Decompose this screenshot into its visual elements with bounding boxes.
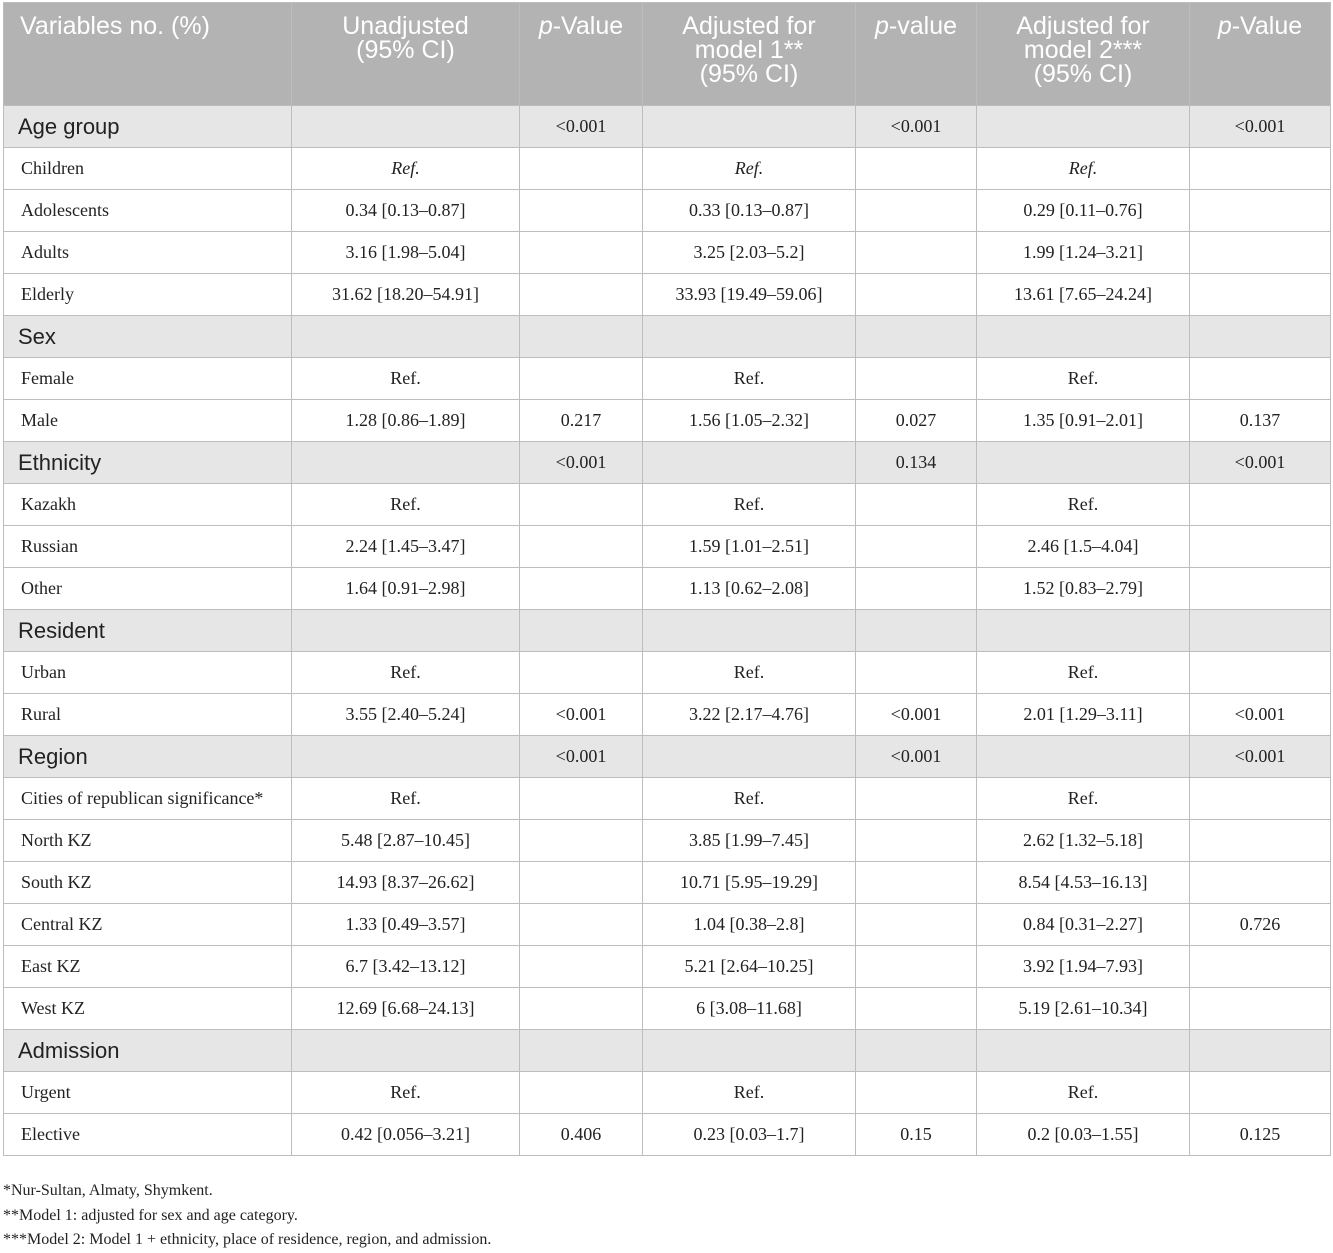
cell-p-value-3 [1190,1072,1331,1114]
cell-adjusted-model-1: Ref. [643,484,856,526]
table-row [4,988,1331,1030]
header-adjusted-model-1: Adjusted for model 1** (95% CI) [643,3,856,106]
cell-adjusted-model-1 [643,442,856,484]
cell-adjusted-model-1: Ref. [643,148,856,190]
cell-p-value-1 [520,904,643,946]
cell-p-value-2 [856,988,977,1030]
cell-adjusted-model-1: 1.04 [0.38–2.8] [643,904,856,946]
table-row [4,862,1331,904]
cell-variable: Elderly [4,274,292,316]
footnote-1: *Nur-Sultan, Almaty, Shymkent. [3,1182,213,1199]
cell-unadjusted: 6.7 [3.42–13.12] [292,946,520,988]
cell-p-value-3: 0.125 [1190,1114,1331,1156]
cell-p-value-3: <0.001 [1190,442,1331,484]
table-row [4,400,1331,442]
cell-adjusted-model-2: 0.29 [0.11–0.76] [977,190,1190,232]
cell-adjusted-model-2: 1.99 [1.24–3.21] [977,232,1190,274]
cell-variable: Cities of republican significance* [4,778,292,820]
cell-adjusted-model-2: 8.54 [4.53–16.13] [977,862,1190,904]
cell-p-value-3 [1190,274,1331,316]
cell-unadjusted: 0.34 [0.13–0.87] [292,190,520,232]
cell-p-value-3 [1190,148,1331,190]
cell-p-value-2 [856,1072,977,1114]
table-row [4,946,1331,988]
cell-p-value-2 [856,232,977,274]
cell-p-value-1: <0.001 [520,694,643,736]
cell-adjusted-model-1 [643,736,856,778]
cell-p-value-3 [1190,190,1331,232]
table-row [4,820,1331,862]
cell-p-value-1 [520,1072,643,1114]
cell-p-value-1 [520,988,643,1030]
cell-adjusted-model-2 [977,316,1190,358]
cell-p-value-1: <0.001 [520,736,643,778]
cell-unadjusted: 12.69 [6.68–24.13] [292,988,520,1030]
cell-variable: Adolescents [4,190,292,232]
cell-p-value-2 [856,1030,977,1072]
cell-p-value-1 [520,820,643,862]
cell-p-value-2 [856,904,977,946]
cell-p-value-3 [1190,862,1331,904]
header-variables: Variables no. (%) [4,3,292,106]
table-row [4,148,1331,190]
cell-adjusted-model-1: Ref. [643,778,856,820]
table-row [4,568,1331,610]
cell-adjusted-model-2: 0.84 [0.31–2.27] [977,904,1190,946]
cell-variable: Elective [4,1114,292,1156]
cell-adjusted-model-1: 0.23 [0.03–1.7] [643,1114,856,1156]
cell-adjusted-model-2 [977,1030,1190,1072]
cell-p-value-1 [520,862,643,904]
cell-adjusted-model-1: Ref. [643,1072,856,1114]
cell-p-value-1 [520,484,643,526]
cell-p-value-2 [856,652,977,694]
cell-p-value-1 [520,148,643,190]
cell-p-value-2 [856,274,977,316]
cell-p-value-2: <0.001 [856,106,977,148]
cell-unadjusted: Ref. [292,358,520,400]
cell-p-value-1 [520,526,643,568]
table-row [4,652,1331,694]
cell-adjusted-model-1: 3.25 [2.03–5.2] [643,232,856,274]
cell-unadjusted: 2.24 [1.45–3.47] [292,526,520,568]
header-row [4,3,1331,106]
table-row [4,526,1331,568]
header-unadjusted: Unadjusted (95% CI) [292,3,520,106]
cell-p-value-2 [856,820,977,862]
cell-adjusted-model-2: Ref. [977,778,1190,820]
group-header-row [4,610,1331,652]
cell-adjusted-model-2: 13.61 [7.65–24.24] [977,274,1190,316]
cell-variable: North KZ [4,820,292,862]
cell-unadjusted: Ref. [292,484,520,526]
cell-unadjusted [292,736,520,778]
cell-adjusted-model-2 [977,106,1190,148]
cell-p-value-1: <0.001 [520,442,643,484]
cell-unadjusted [292,610,520,652]
cell-adjusted-model-2: 3.92 [1.94–7.93] [977,946,1190,988]
table-row [4,358,1331,400]
cell-adjusted-model-1: 3.22 [2.17–4.76] [643,694,856,736]
cell-adjusted-model-1: 1.56 [1.05–2.32] [643,400,856,442]
cell-adjusted-model-2 [977,442,1190,484]
cell-p-value-3: <0.001 [1190,736,1331,778]
cell-p-value-2: <0.001 [856,694,977,736]
cell-p-value-2 [856,778,977,820]
cell-adjusted-model-1 [643,1030,856,1072]
cell-p-value-2 [856,946,977,988]
group-header-row [4,1030,1331,1072]
cell-p-value-2 [856,316,977,358]
table-row [4,694,1331,736]
table-row [4,904,1331,946]
cell-p-value-2 [856,526,977,568]
group-header-row [4,316,1331,358]
cell-p-value-1 [520,610,643,652]
cell-p-value-3 [1190,610,1331,652]
cell-adjusted-model-2: Ref. [977,484,1190,526]
cell-p-value-1 [520,946,643,988]
cell-p-value-2: 0.134 [856,442,977,484]
cell-p-value-1 [520,358,643,400]
cell-adjusted-model-1: 1.59 [1.01–2.51] [643,526,856,568]
cell-variable: Male [4,400,292,442]
cell-adjusted-model-2: 0.2 [0.03–1.55] [977,1114,1190,1156]
cell-p-value-2: <0.001 [856,736,977,778]
cell-unadjusted: 0.42 [0.056–3.21] [292,1114,520,1156]
cell-unadjusted [292,1030,520,1072]
group-header-row [4,442,1331,484]
cell-unadjusted: 3.16 [1.98–5.04] [292,232,520,274]
cell-p-value-3 [1190,778,1331,820]
cell-adjusted-model-2: 2.46 [1.5–4.04] [977,526,1190,568]
cell-p-value-3: 0.726 [1190,904,1331,946]
cell-adjusted-model-1: 5.21 [2.64–10.25] [643,946,856,988]
cell-adjusted-model-2 [977,610,1190,652]
cell-unadjusted: 14.93 [8.37–26.62] [292,862,520,904]
cell-p-value-3 [1190,316,1331,358]
header-p-value-1: p-Value [520,3,643,106]
cell-adjusted-model-2: 2.62 [1.32–5.18] [977,820,1190,862]
footnote-3: ***Model 2: Model 1 + ethnicity, place of residence, region, and admission. [3,1231,492,1248]
cell-unadjusted: Ref. [292,778,520,820]
results-table [3,2,1331,1156]
cell-p-value-3: 0.137 [1190,400,1331,442]
cell-variable: Rural [4,694,292,736]
cell-p-value-3 [1190,988,1331,1030]
cell-variable: Russian [4,526,292,568]
cell-adjusted-model-2 [977,736,1190,778]
header-adjusted-model-2: Adjusted for model 2*** (95% CI) [977,3,1190,106]
cell-adjusted-model-2: 1.52 [0.83–2.79] [977,568,1190,610]
cell-p-value-1: 0.217 [520,400,643,442]
cell-p-value-3 [1190,568,1331,610]
cell-adjusted-model-1: 6 [3.08–11.68] [643,988,856,1030]
cell-adjusted-model-1: 3.85 [1.99–7.45] [643,820,856,862]
cell-p-value-2: 0.027 [856,400,977,442]
header-p-value-3: p-Value [1190,3,1331,106]
cell-unadjusted: 1.64 [0.91–2.98] [292,568,520,610]
cell-variable: Urgent [4,1072,292,1114]
table-row [4,484,1331,526]
cell-p-value-2 [856,148,977,190]
cell-adjusted-model-2: Ref. [977,148,1190,190]
cell-adjusted-model-1 [643,106,856,148]
cell-p-value-1 [520,778,643,820]
cell-p-value-2 [856,610,977,652]
cell-p-value-2 [856,190,977,232]
group-header-row [4,736,1331,778]
cell-unadjusted: Ref. [292,1072,520,1114]
cell-p-value-2 [856,862,977,904]
cell-adjusted-model-1 [643,610,856,652]
cell-p-value-1 [520,316,643,358]
cell-p-value-1 [520,1030,643,1072]
footnote-2: **Model 1: adjusted for sex and age category. [3,1206,298,1224]
cell-unadjusted [292,442,520,484]
cell-unadjusted: 31.62 [18.20–54.91] [292,274,520,316]
cell-p-value-3: <0.001 [1190,106,1331,148]
cell-p-value-3: <0.001 [1190,694,1331,736]
cell-adjusted-model-1: 33.93 [19.49–59.06] [643,274,856,316]
cell-p-value-1: <0.001 [520,106,643,148]
cell-p-value-1: 0.406 [520,1114,643,1156]
cell-variable: Children [4,148,292,190]
cell-p-value-3 [1190,358,1331,400]
cell-variable: Adults [4,232,292,274]
cell-p-value-3 [1190,946,1331,988]
cell-variable: Other [4,568,292,610]
cell-p-value-1 [520,274,643,316]
cell-p-value-3 [1190,484,1331,526]
cell-variable: Kazakh [4,484,292,526]
cell-adjusted-model-2: Ref. [977,358,1190,400]
cell-variable: Urban [4,652,292,694]
group-header-row [4,106,1331,148]
table-row [4,232,1331,274]
cell-p-value-2: 0.15 [856,1114,977,1156]
cell-p-value-2 [856,484,977,526]
cell-variable: Region [4,736,292,778]
cell-p-value-3 [1190,820,1331,862]
cell-variable: Ethnicity [4,442,292,484]
table-row [4,778,1331,820]
cell-p-value-2 [856,358,977,400]
cell-variable: Resident [4,610,292,652]
cell-adjusted-model-2: Ref. [977,652,1190,694]
cell-variable: West KZ [4,988,292,1030]
cell-variable: Female [4,358,292,400]
cell-p-value-1 [520,190,643,232]
cell-adjusted-model-1: 0.33 [0.13–0.87] [643,190,856,232]
header-p-value-2: p-value [856,3,977,106]
table-row [4,274,1331,316]
cell-variable: Sex [4,316,292,358]
cell-p-value-3 [1190,232,1331,274]
cell-p-value-1 [520,568,643,610]
cell-adjusted-model-1: 10.71 [5.95–19.29] [643,862,856,904]
table-row [4,1072,1331,1114]
cell-adjusted-model-1: Ref. [643,652,856,694]
cell-unadjusted: Ref. [292,652,520,694]
cell-p-value-1 [520,232,643,274]
cell-adjusted-model-2: 1.35 [0.91–2.01] [977,400,1190,442]
cell-unadjusted [292,316,520,358]
cell-adjusted-model-2: 5.19 [2.61–10.34] [977,988,1190,1030]
cell-unadjusted [292,106,520,148]
cell-variable: South KZ [4,862,292,904]
table-row [4,1114,1331,1156]
cell-variable: Admission [4,1030,292,1072]
table-row [4,190,1331,232]
cell-unadjusted: 1.33 [0.49–3.57] [292,904,520,946]
cell-p-value-3 [1190,652,1331,694]
cell-p-value-3 [1190,526,1331,568]
cell-p-value-3 [1190,1030,1331,1072]
cell-adjusted-model-1: Ref. [643,358,856,400]
cell-adjusted-model-2: Ref. [977,1072,1190,1114]
cell-variable: Central KZ [4,904,292,946]
cell-unadjusted: 5.48 [2.87–10.45] [292,820,520,862]
cell-adjusted-model-1 [643,316,856,358]
footnotes [3,1179,491,1253]
cell-unadjusted: 1.28 [0.86–1.89] [292,400,520,442]
cell-adjusted-model-1: 1.13 [0.62–2.08] [643,568,856,610]
cell-variable: East KZ [4,946,292,988]
cell-unadjusted: Ref. [292,148,520,190]
cell-adjusted-model-2: 2.01 [1.29–3.11] [977,694,1190,736]
cell-variable: Age group [4,106,292,148]
cell-unadjusted: 3.55 [2.40–5.24] [292,694,520,736]
cell-p-value-2 [856,568,977,610]
cell-p-value-1 [520,652,643,694]
